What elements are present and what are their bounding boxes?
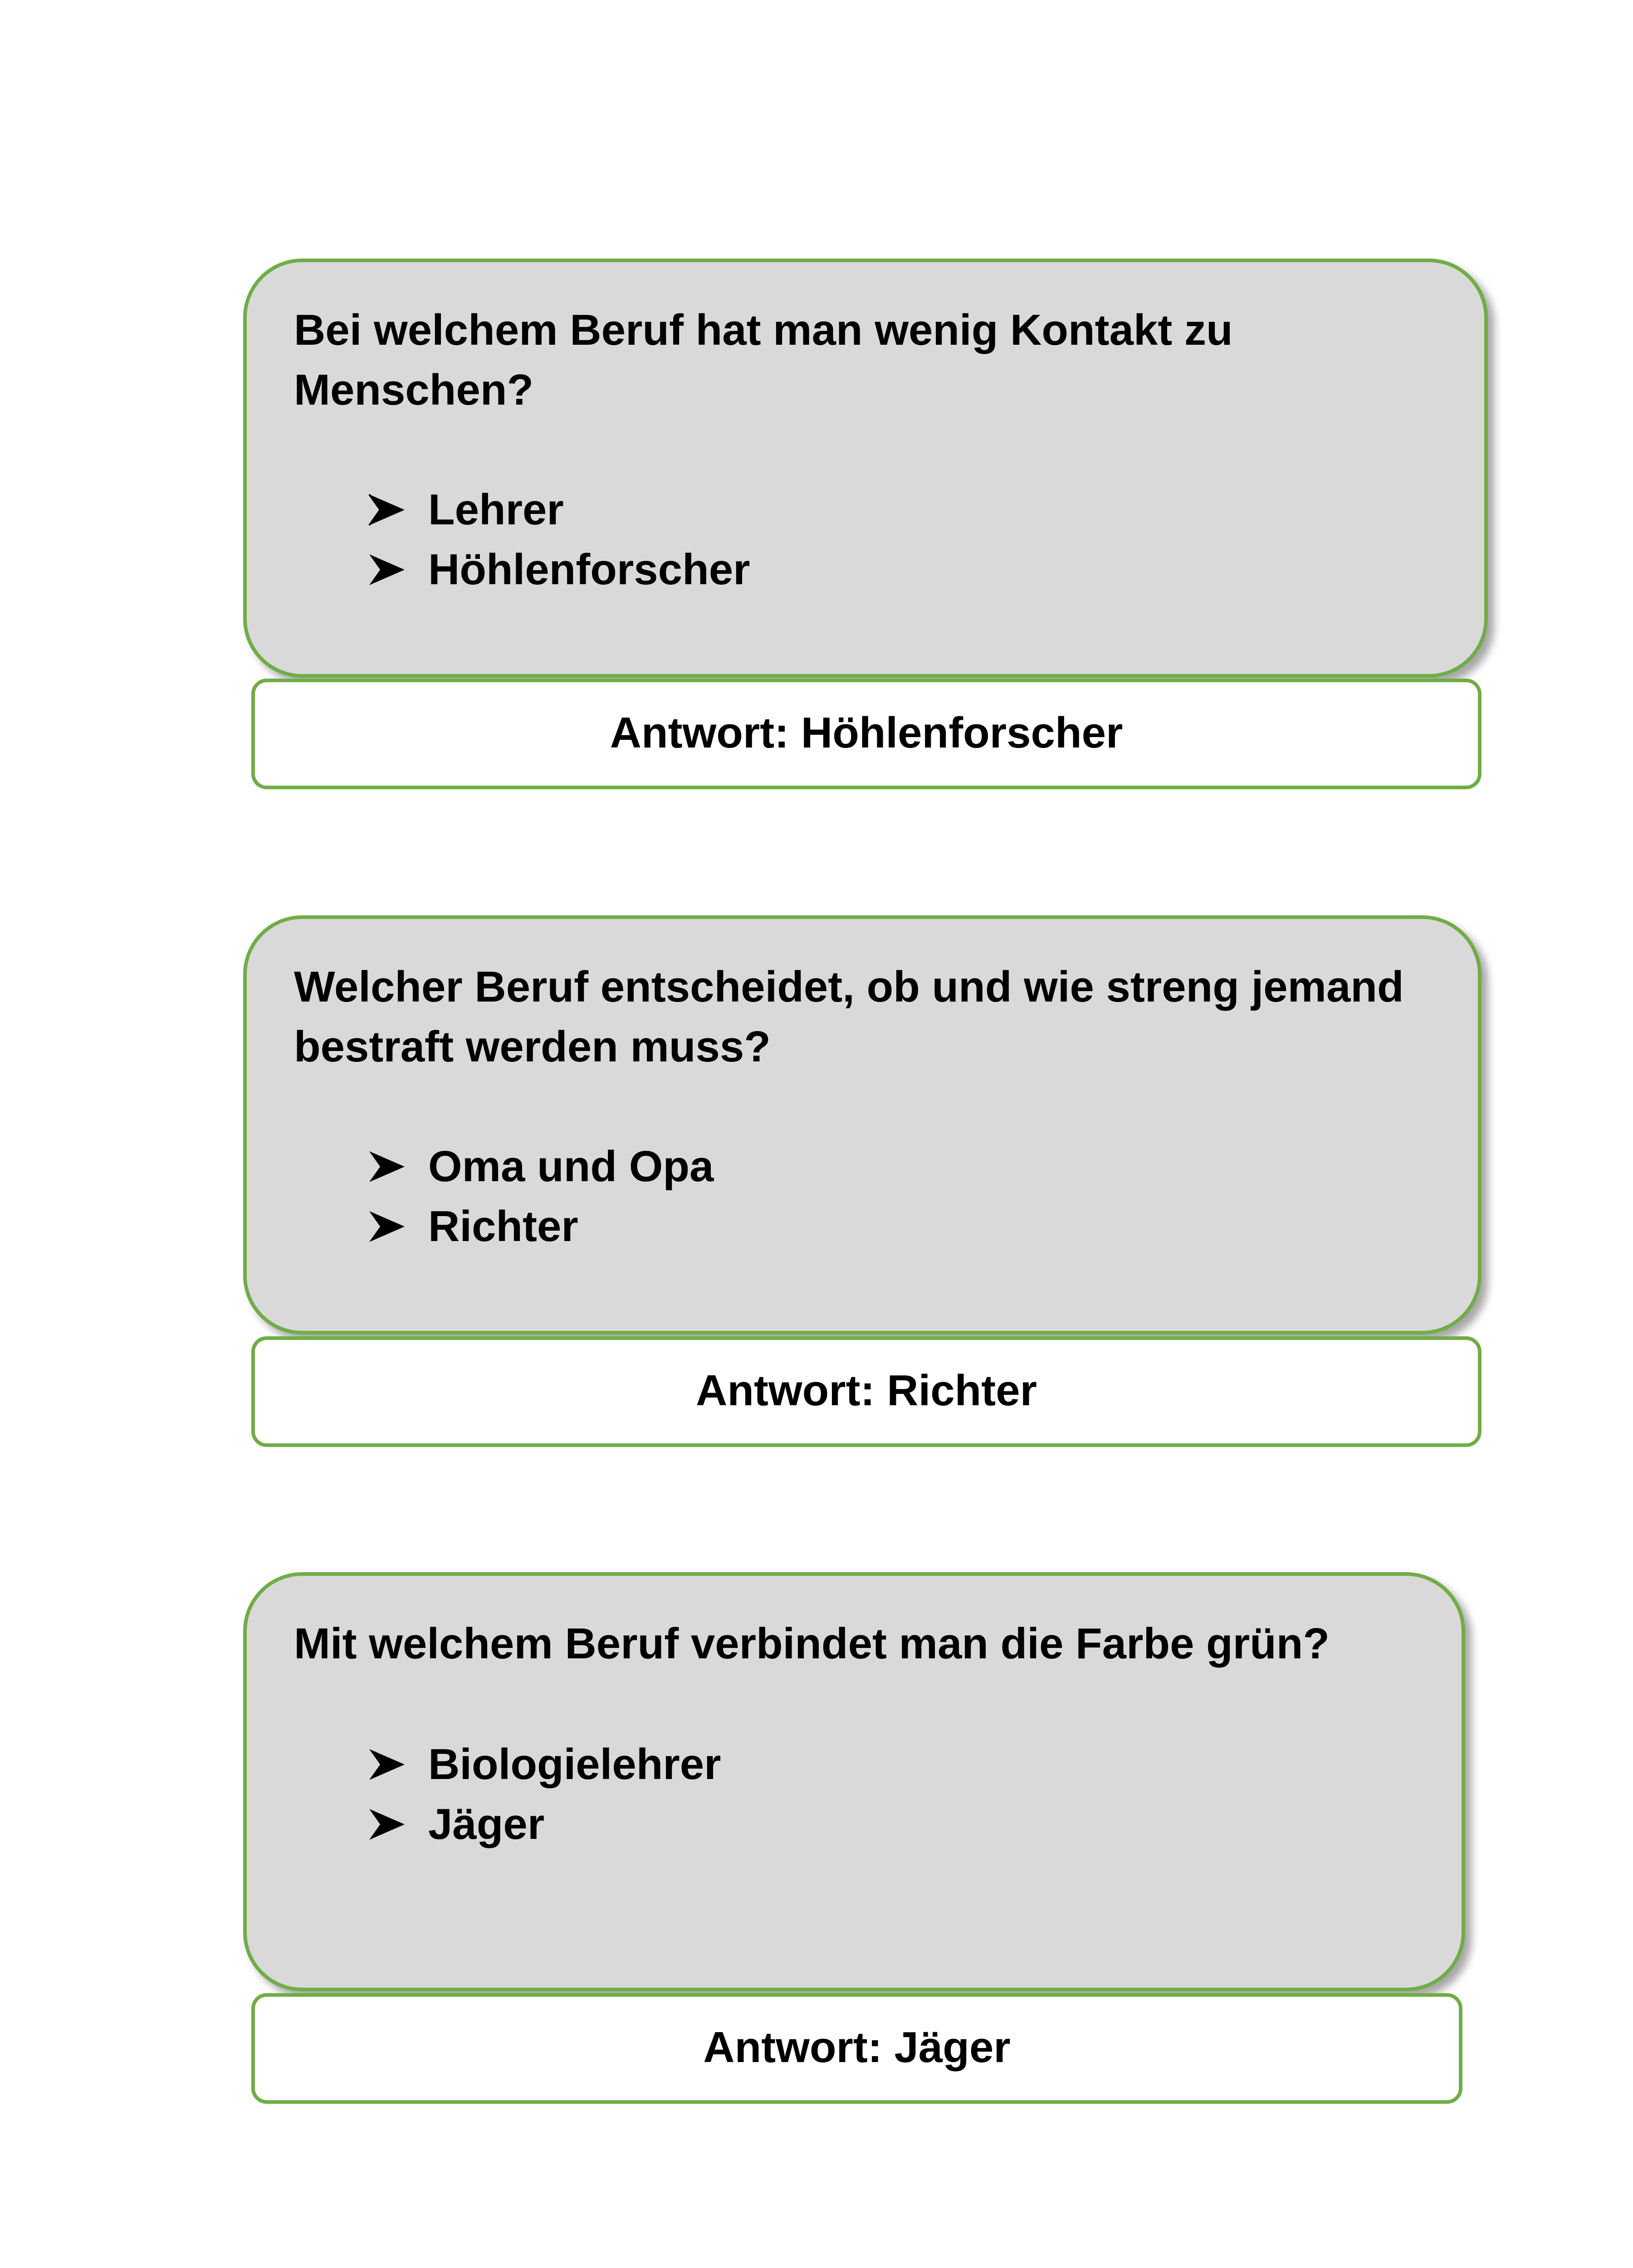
option-label: Richter: [428, 1202, 578, 1251]
answer-box-2: Antwort: Richter: [251, 1336, 1481, 1447]
option-item: [365, 1137, 714, 1197]
arrowhead-bullet-icon: [365, 1197, 410, 1256]
option-item: [365, 1794, 721, 1854]
option-label: Biologielehrer: [428, 1740, 721, 1789]
arrowhead-bullet-icon: [365, 1735, 410, 1794]
question-text: Mit welchem Beruf verbindet man die Farbe grün?: [294, 1619, 1330, 1668]
question-card-1: [243, 259, 1488, 678]
option-item: [365, 540, 750, 600]
option-item: [365, 1735, 721, 1794]
arrowhead-bullet-icon: [365, 480, 410, 540]
arrowhead-bullet-icon: [365, 1137, 410, 1197]
options-list: [365, 1735, 721, 1854]
options-list: [365, 480, 750, 600]
question-card-3: [243, 1572, 1465, 1991]
arrowhead-bullet-icon: [365, 1794, 410, 1854]
option-item: [365, 1197, 714, 1256]
option-label: Höhlenforscher: [428, 545, 750, 594]
question-text: Welcher Beruf entscheidet, ob und wie streng jemand bestraft werden muss?: [294, 963, 1404, 1071]
option-label: Lehrer: [428, 485, 564, 534]
arrowhead-bullet-icon: [365, 540, 410, 600]
answer-box-3: Antwort: Jäger: [251, 1993, 1462, 2104]
question-text: Bei welchem Beruf hat man wenig Kontakt zu Menschen?: [294, 306, 1233, 414]
options-list: [365, 1137, 714, 1256]
option-label: Jäger: [428, 1800, 545, 1848]
option-label: Oma und Opa: [428, 1142, 714, 1191]
option-item: [365, 480, 750, 540]
question-card-2: [243, 915, 1481, 1334]
answer-box-1: Antwort: Höhlenforscher: [251, 679, 1481, 789]
